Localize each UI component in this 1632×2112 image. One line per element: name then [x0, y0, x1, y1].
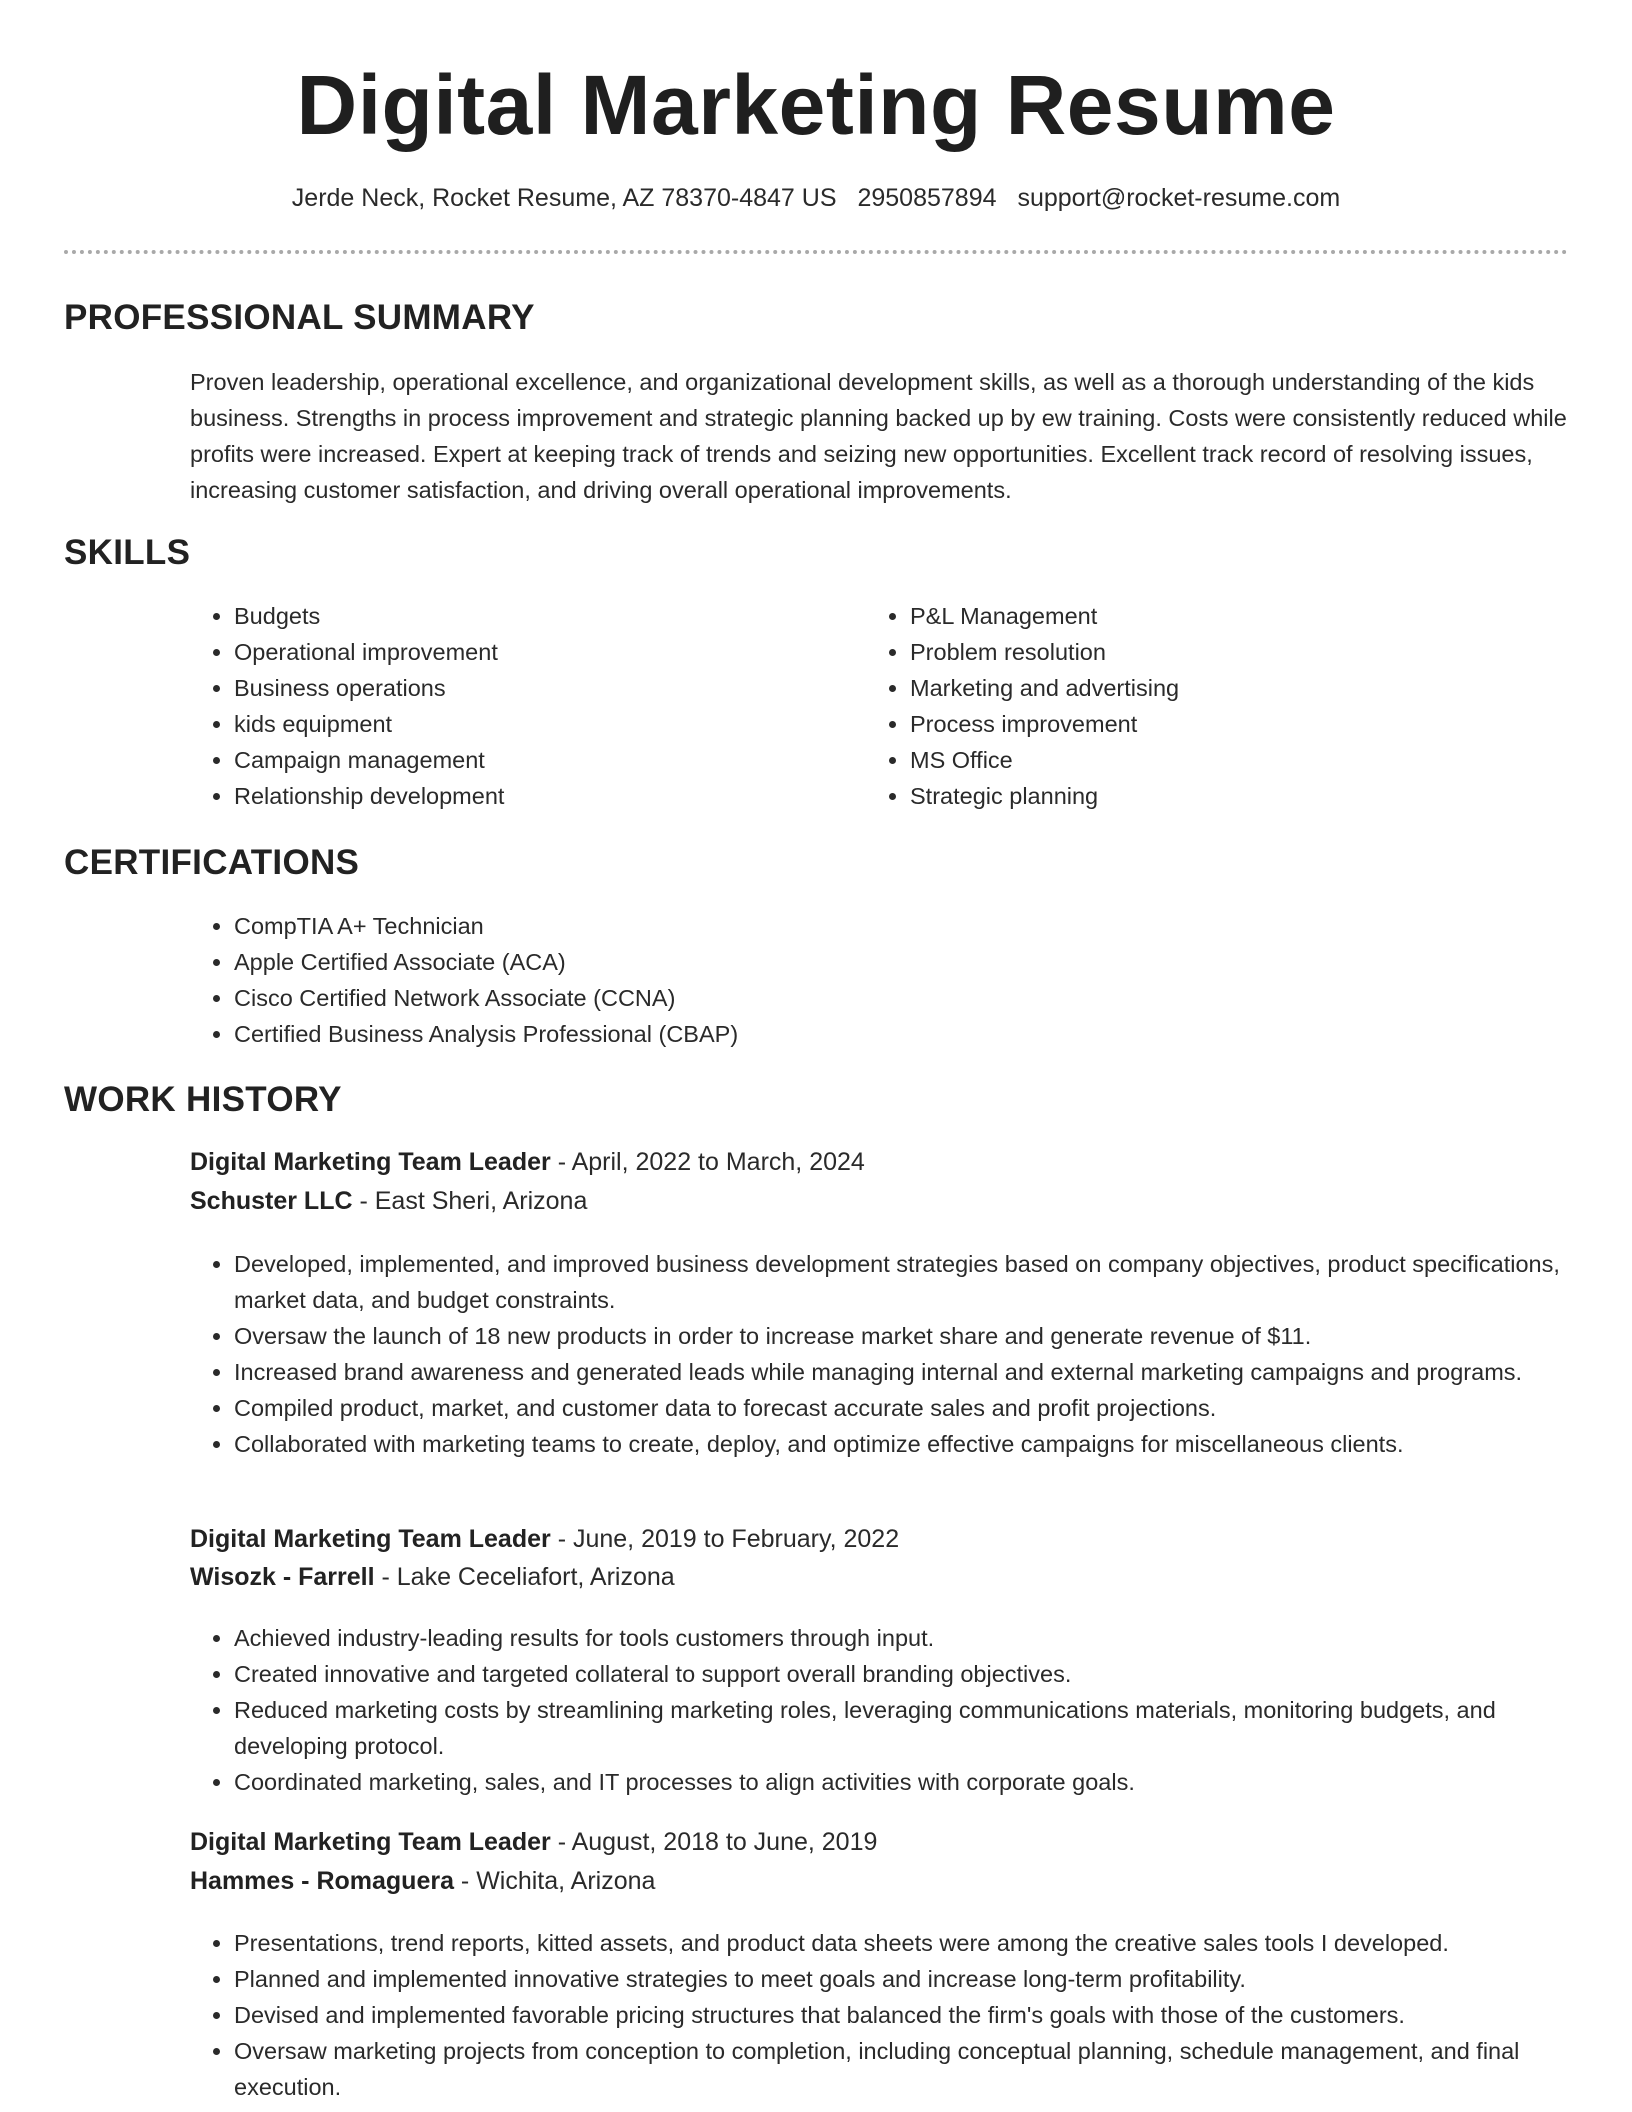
skill-item: • Operational improvement	[234, 634, 854, 670]
job-bullet: • Developed, implemented, and improved business development strategies based on company objectives, product specifications, market data, and budget constraints.	[234, 1246, 1594, 1318]
job-bullet: • Devised and implemented favorable pricing structures that balanced the firm's goals with those of the customers.	[234, 1997, 1594, 2033]
header-divider	[64, 250, 1568, 254]
certifications-list	[190, 908, 1534, 1052]
job-title: Digital Marketing Team Leader	[190, 1148, 551, 1176]
skill-item: • Campaign management	[234, 742, 854, 778]
certification-item: • CompTIA A+ Technician	[234, 908, 1534, 944]
job-bullet: • Collaborated with marketing teams to create, deploy, and optimize effective campaigns for miscellaneous clients.	[234, 1426, 1594, 1462]
job-bullet: • Increased brand awareness and generated leads while managing internal and external marketing campaigns and programs.	[234, 1354, 1594, 1390]
skill-item: • Relationship development	[234, 778, 854, 814]
summary-text: Proven leadership, operational excellence, and organizational development skills, as well as a thorough understanding of the kids business. Strengths in process improvement and strategic planning backed up by ew training. Costs were consistently reduced while profits were increased. Expert at keeping track of trends and seizing new opportunities. Excellent track record of resolving issues, increasing customer satisfaction, and driving overall operational improvements.	[190, 369, 1567, 503]
job-location: - Wichita, Arizona	[453, 1867, 656, 1895]
job-title-line	[190, 1520, 899, 1558]
job-bullets	[190, 1246, 1594, 1462]
skill-item: • kids equipment	[234, 706, 854, 742]
skill-item: • Business operations	[234, 670, 854, 706]
job-dates: - June, 2019 to February, 2022	[550, 1525, 900, 1553]
skill-item: • P&L Management	[910, 598, 1530, 634]
certification-item: • Cisco Certified Network Associate (CCNA)	[234, 980, 1534, 1016]
page-title: Digital Marketing Resume	[296, 58, 1336, 152]
job-dates: - April, 2022 to March, 2024	[550, 1148, 865, 1176]
job-company-line	[190, 1558, 675, 1596]
job-bullet: • Coordinated marketing, sales, and IT processes to align activities with corporate goals.	[234, 1764, 1594, 1800]
contact-phone: 2950857894	[857, 184, 997, 212]
job-bullet: • Created innovative and targeted collateral to support overall branding objectives.	[234, 1656, 1594, 1692]
work-history-heading: WORK HISTORY	[64, 1080, 342, 1119]
job-company: Hammes - Romaguera	[190, 1867, 454, 1895]
skills-heading: SKILLS	[64, 533, 191, 572]
job-title: Digital Marketing Team Leader	[190, 1828, 551, 1856]
job-bullets	[190, 1925, 1594, 2105]
certification-item: • Certified Business Analysis Professional (CBAP)	[234, 1016, 1534, 1052]
job-bullet: • Oversaw the launch of 18 new products in order to increase market share and generate revenue of $11.	[234, 1318, 1594, 1354]
job-title-line	[190, 1823, 877, 1861]
job-location: - Lake Ceceliafort, Arizona	[374, 1563, 675, 1591]
job-bullet: • Compiled product, market, and customer data to forecast accurate sales and profit projections.	[234, 1390, 1594, 1426]
skill-item: • Marketing and advertising	[910, 670, 1530, 706]
job-bullet: • Reduced marketing costs by streamlining marketing roles, leveraging communications materials, monitoring budgets, and developing protocol.	[234, 1692, 1594, 1764]
job-bullet: • Planned and implemented innovative strategies to meet goals and increase long-term profitability.	[234, 1961, 1594, 1997]
job-title-line	[190, 1143, 865, 1181]
certifications-heading: CERTIFICATIONS	[64, 843, 360, 882]
job-company: Schuster LLC	[190, 1187, 353, 1215]
skill-item: • MS Office	[910, 742, 1530, 778]
skills-list-right	[866, 598, 1530, 814]
contact-email: support@rocket-resume.com	[1017, 184, 1341, 212]
skill-item: • Problem resolution	[910, 634, 1530, 670]
job-dates: - August, 2018 to June, 2019	[550, 1828, 878, 1856]
summary-heading: PROFESSIONAL SUMMARY	[64, 298, 535, 337]
skill-item: • Budgets	[234, 598, 854, 634]
skill-item: • Strategic planning	[910, 778, 1530, 814]
job-title: Digital Marketing Team Leader	[190, 1525, 551, 1553]
skill-item: • Process improvement	[910, 706, 1530, 742]
certification-item: • Apple Certified Associate (ACA)	[234, 944, 1534, 980]
job-bullet: • Achieved industry-leading results for tools customers through input.	[234, 1620, 1594, 1656]
job-company: Wisozk - Farrell	[190, 1563, 375, 1591]
job-company-line	[190, 1182, 587, 1220]
job-bullet: • Presentations, trend reports, kitted assets, and product data sheets were among the creative sales tools I developed.	[234, 1925, 1594, 1961]
job-company-line	[190, 1862, 655, 1900]
contact-line	[0, 180, 1632, 216]
skills-list-left	[190, 598, 854, 814]
job-location: - East Sheri, Arizona	[352, 1187, 588, 1215]
job-bullets	[190, 1620, 1594, 1800]
job-bullet: • Oversaw marketing projects from conception to completion, including conceptual planning, schedule management, and final execution.	[234, 2033, 1594, 2105]
contact-address: Jerde Neck, Rocket Resume, AZ 78370-4847 US	[291, 184, 837, 212]
